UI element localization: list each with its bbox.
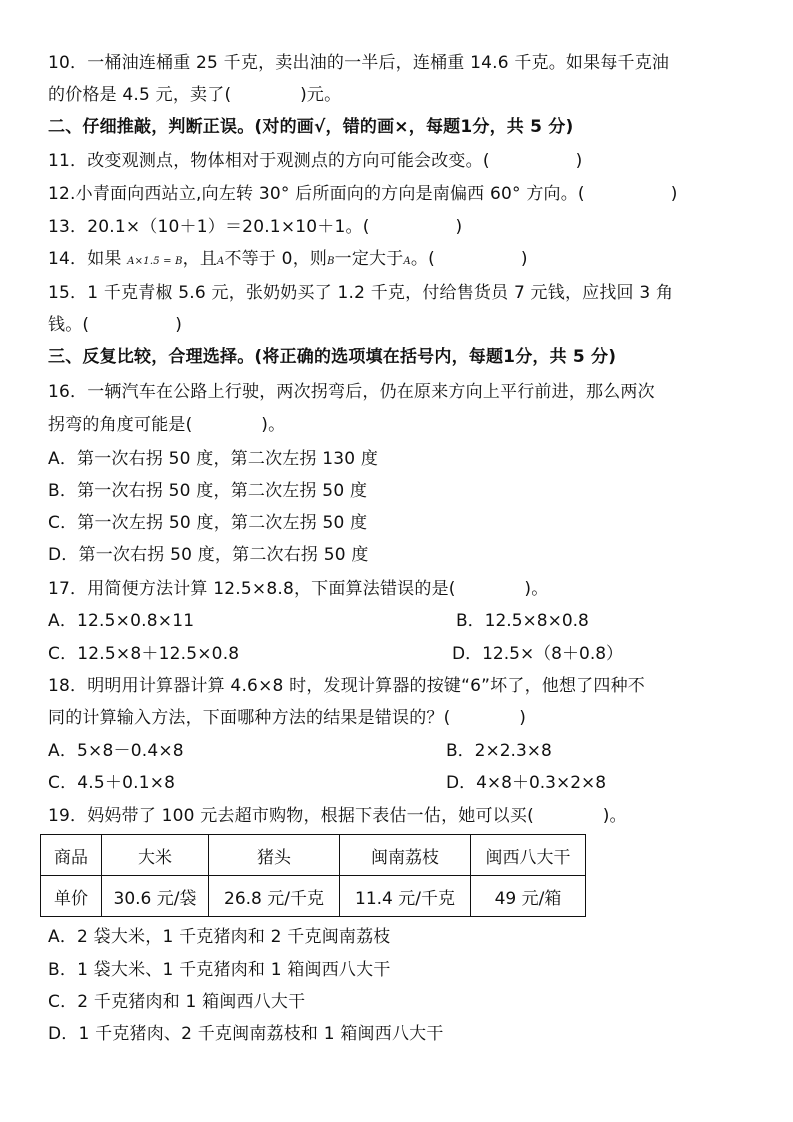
q18-option-b: B．2×2.3×8 [446,741,552,761]
q14-var-b: B [327,256,335,267]
table-cell: 猪头 [209,835,340,876]
q18-option-a: A．5×8－0.4×8 [48,741,184,761]
q16-line1: 16．一辆汽车在公路上行驶，两次拐弯后，仍在原来方向上平行前进，那么两次 [48,382,655,402]
q14-text-5: 。( ) [410,249,528,269]
q19: 19．妈妈带了 100 元去超市购物，根据下表估一估，她可以买( )。 [48,806,627,826]
table-row [41,876,586,917]
section-2-heading: 二、仔细推敲，判断正误。(对的画√，错的画×，每题1分，共 5 分) [48,117,574,137]
q19-option-c: C．2 千克猪肉和 1 箱闽西八大干 [48,992,306,1012]
q17-option-c: C．12.5×8＋12.5×0.8 [48,644,240,664]
q18-option-c: C．4.5＋0.1×8 [48,773,176,793]
q18-line2: 同的计算输入方法，下面哪种方法的结果是错误的？( ) [48,708,527,728]
table-cell: 30.6 元/袋 [102,876,209,917]
table-cell: 商品 [41,835,102,876]
q14 [48,246,528,272]
q19-option-b: B．1 袋大米、1 千克猪肉和 1 箱闽西八大干 [48,960,391,980]
table-cell: 闽西八大干 [471,835,586,876]
q14-var-a-2: A [403,256,411,267]
q16-option-a: A．第一次右拐 50 度，第二次左拐 130 度 [48,449,379,469]
q14-text-2: ，且 [182,249,218,269]
section-3-heading: 三、反复比较，合理选择。(将正确的选项填在括号内，每题1分，共 5 分) [48,347,617,367]
table-cell: 单价 [41,876,102,917]
q14-text-3: 不等于 0，则 [224,249,328,269]
q14-var-a: A [217,256,225,267]
q19-option-d: D．1 千克猪肉、2 千克闽南荔枝和 1 箱闽西八大干 [48,1024,444,1044]
q16-option-c: C．第一次左拐 50 度，第二次左拐 50 度 [48,513,368,533]
table-header-row [41,835,586,876]
q17-option-a: A．12.5×0.8×11 [48,611,195,631]
table-cell: 11.4 元/千克 [340,876,471,917]
q17-option-b: B．12.5×8×0.8 [456,611,589,631]
table-cell: 大米 [102,835,209,876]
price-table [40,834,586,917]
q18-option-d: D．4×8＋0.3×2×8 [446,773,607,793]
q12: 12.小青面向西站立,向左转 30° 后所面向的方向是南偏西 60° 方向。( ) [48,184,678,204]
q16-option-d: D．第一次右拐 50 度，第二次右拐 50 度 [48,545,369,565]
q17-option-d: D．12.5×（8＋0.8） [452,644,624,664]
q13: 13．20.1×（10＋1）＝20.1×10＋1。( ) [48,217,463,237]
q10-line2: 的价格是 4.5 元，卖了( )元。 [48,85,342,105]
q16-line2: 拐弯的角度可能是( )。 [48,415,286,435]
table-cell: 闽南荔枝 [340,835,471,876]
table-cell: 26.8 元/千克 [209,876,340,917]
q15-line2: 钱。( ) [48,315,183,335]
q10-line1: 10．一桶油连桶重 25 千克，卖出油的一半后，连桶重 14.6 千克。如果每千克油 [48,53,670,73]
q15-line1: 15．1 千克青椒 5.6 元，张奶奶买了 1.2 千克，付给售货员 7 元钱，应找回 3 角 [48,283,674,303]
q14-text-1: 14．如果 [48,249,128,269]
q18-line1: 18．明明用计算器计算 4.6×8 时，发现计算器的按键“6”坏了，他想了四种不 [48,676,645,696]
q19-option-a: A．2 袋大米，1 千克猪肉和 2 千克闽南荔枝 [48,927,391,947]
table-cell: 49 元/箱 [471,876,586,917]
q14-text-4: 一定大于 [334,249,404,269]
q16-option-b: B．第一次右拐 50 度，第二次左拐 50 度 [48,481,368,501]
q11: 11．改变观测点，物体相对于观测点的方向可能会改变。( ) [48,151,583,171]
q14-formula: A×1.5 = B [127,256,183,267]
q17: 17．用简便方法计算 12.5×8.8，下面算法错误的是( )。 [48,579,549,599]
